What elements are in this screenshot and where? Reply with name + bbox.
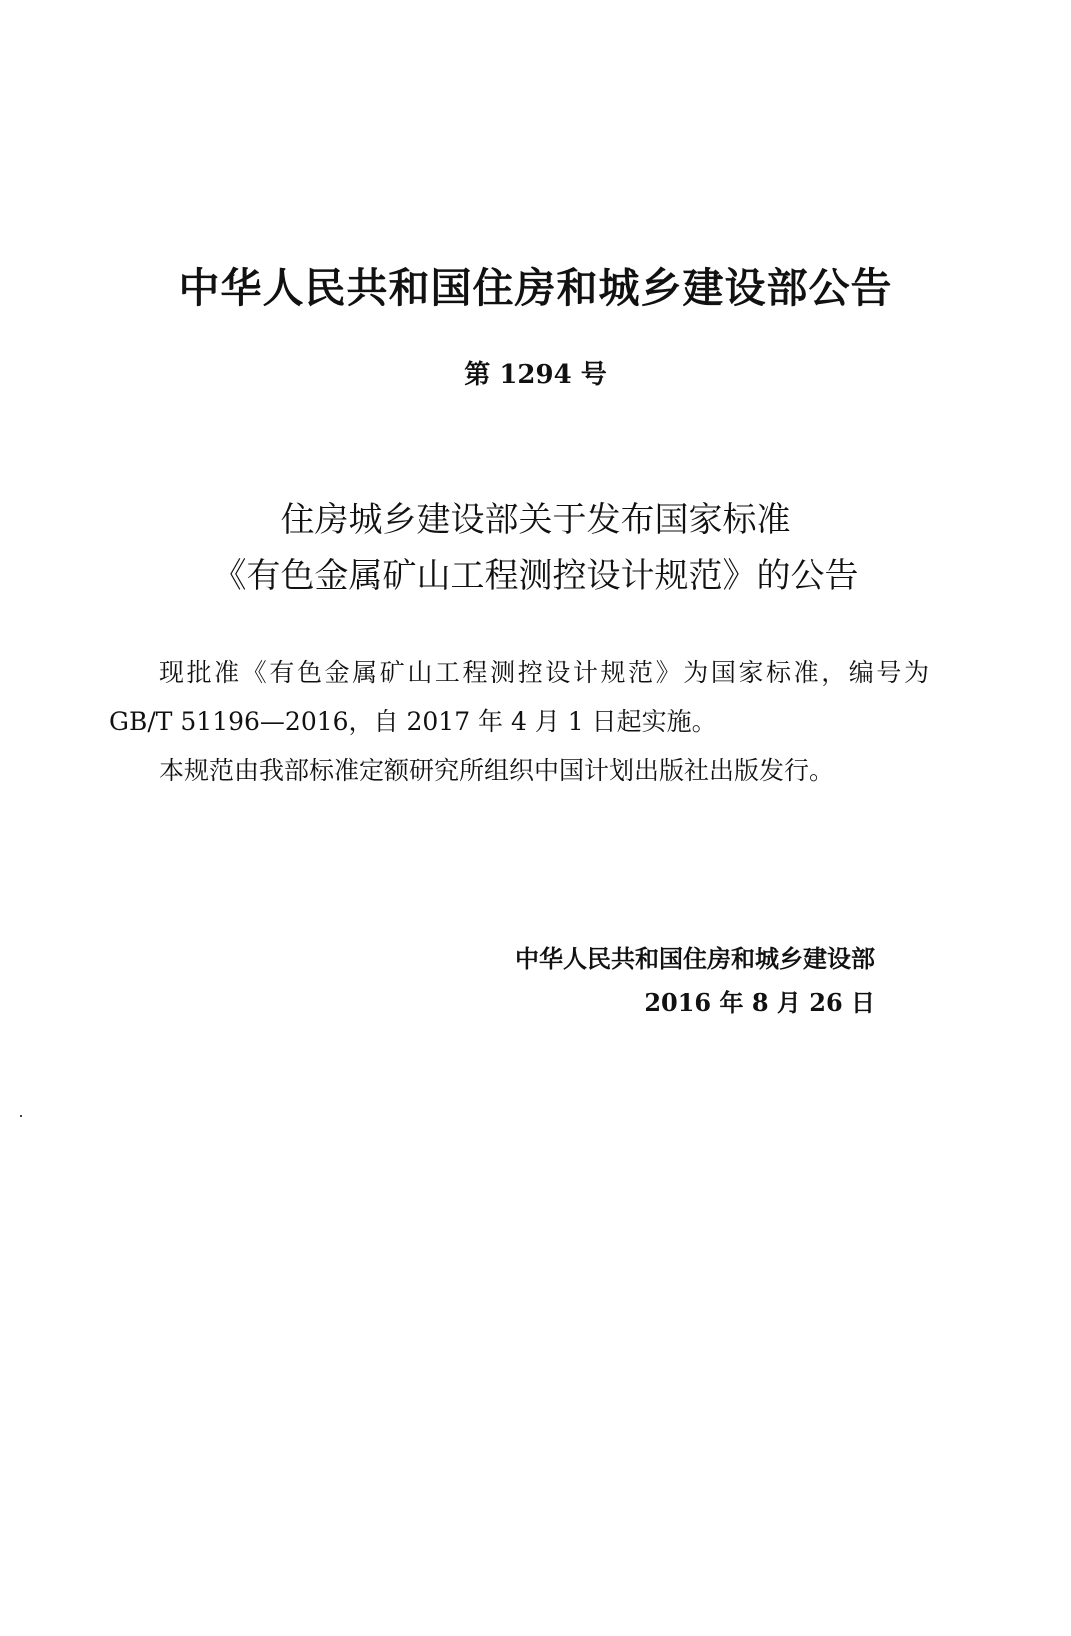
subtitle-line-1: 住房城乡建设部关于发布国家标准 <box>280 500 791 540</box>
scan-speck <box>20 1115 22 1117</box>
notice-subtitle <box>0 492 1071 604</box>
issuer-name: 中华人民共和国住房和城乡建设部 <box>515 945 875 973</box>
body-paragraph-approval: 现批准《有色金属矿山工程测控设计规范》为国家标准，编号为 GB/T 51196—2016，自 2017 年 4 月 1 日起实施。 <box>109 658 929 736</box>
notice-number: 第 1294 号 <box>464 360 607 390</box>
body-paragraph-publication: 本规范由我部标准定额研究所组织中国计划出版社出版发行。 <box>159 756 835 785</box>
subtitle-line-2: 《有色金属矿山工程测控设计规范》的公告 <box>212 556 859 596</box>
notice-body <box>109 648 929 795</box>
issue-date: 2016 年 8 月 26 日 <box>644 988 875 1017</box>
signature-block <box>515 937 875 1025</box>
page-title: 中华人民共和国住房和城乡建设部公告 <box>178 264 893 312</box>
